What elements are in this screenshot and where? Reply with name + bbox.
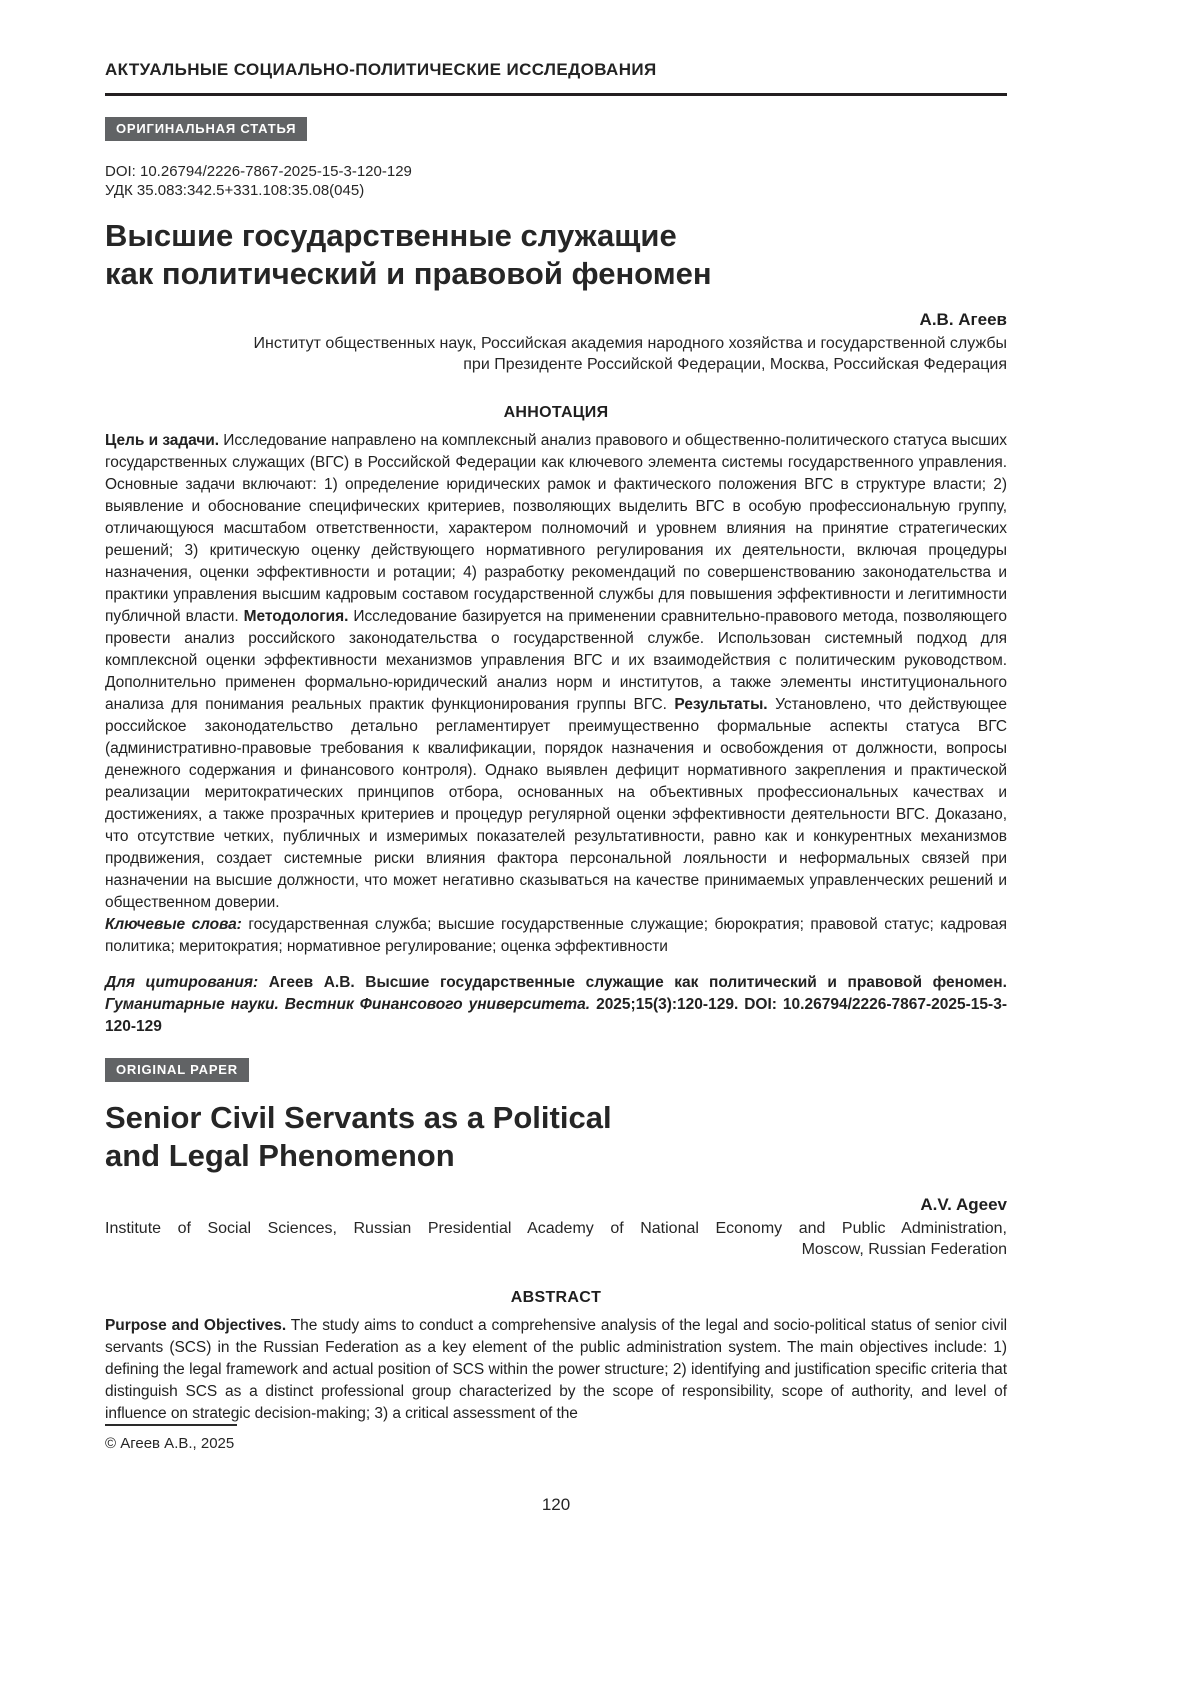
header-rule	[105, 93, 1007, 96]
ru-abstract-methodology-text: Исследование базируется на применении сравнительно-правового метода, позволяющего провести анализ российского законодательства о государственной службе. Использован системный подход для комплексной оценки эффективности механизмов управления ВГС и их взаимодействия с политическим руководством. Дополнительно применен формально-юридический анализ норм и институтов, а также элементы институционального анализа для понимания реальных практик функционирования группы ВГС.	[105, 608, 1007, 713]
en-affiliation-line-2: Moscow, Russian Federation	[801, 1241, 1007, 1258]
ru-keywords-text: государственная служба; высшие государственные служащие; бюрократия; правовой статус; кадровая политика; меритократия; нормативное регулирование; оценка эффективности	[105, 916, 1007, 955]
ru-title-line-2: как политический и правовой феномен	[105, 256, 712, 291]
ru-author: А.В. Агеев	[919, 310, 1007, 329]
ru-affiliation-line-1: Институт общественных наук, Российская академия народного хозяйства и государственной службы	[253, 335, 1007, 352]
en-affiliation-line-1: Institute of Social Sciences, Russian Presidential Academy of National Economy and Public Administration,	[105, 1220, 1007, 1237]
en-abstract-purpose-text: The study aims to conduct a comprehensive analysis of the legal and socio-political status of senior civil servants (SCS) in the Russian Federation as a key element of the public administration system. The main objectives include: 1) defining the legal framework and actual position of SCS within the power structure; 2) identifying and justification specific criteria that distinguish SCS as a distinct professional group characterized by the scope of responsibility, scope of authority, and level of influence on strategic decision-making; 3) a critical assessment of the	[105, 1317, 1007, 1422]
ru-abstract-text	[105, 430, 1007, 914]
ru-citation-label: Для цитирования:	[105, 974, 259, 991]
ru-title	[105, 217, 1007, 293]
ru-citation-journal: Гуманитарные науки. Вестник Финансового университета.	[105, 996, 591, 1013]
ru-abstract-results-text: Установлено, что действующее российское законодательство детально регламентирует преимущественно формальные аспекты статуса ВГС (административно-правовые требования к квалификации, порядок назначения и освобождения от должности, вопросы денежного содержания и финансового контроля). Однако выявлен дефицит нормативного закрепления и практической реализации меритократических принципов отбора, основанных на объективных профессиональных качествах и достижениях, а также прозрачных критериев и процедур регулярной оценки эффективности деятельности ВГС. Доказано, что отсутствие четких, публичных и измеримых показателей результативности, равно как и конкурентных механизмов продвижения, создает системные риски влияния фактора персональной лояльности и неформальных связей при назначении на высшие должности, что может негативно сказываться на качестве принимаемых управленческих решений и общественном доверии.	[105, 696, 1007, 911]
page-number: 120	[541, 1495, 571, 1514]
ru-citation	[105, 972, 1007, 1038]
ru-article-type-badge: ОРИГИНАЛЬНАЯ СТАТЬЯ	[105, 117, 307, 141]
en-abstract-heading: ABSTRACT	[510, 1289, 602, 1306]
udc-line: УДК 35.083:342.5+331.108:35.08(045)	[105, 182, 365, 199]
en-affiliation	[105, 1218, 1007, 1260]
en-author: A.V. Ageev	[920, 1195, 1007, 1214]
ru-abstract-heading: АННОТАЦИЯ	[503, 404, 609, 421]
en-article-type-badge: ORIGINAL PAPER	[105, 1058, 249, 1082]
ru-affiliation	[105, 333, 1007, 375]
en-title-line-2: and Legal Phenomenon	[105, 1138, 455, 1173]
ru-citation-issue-doi: 2025;15(3):120-129. DOI: 10.26794/2226-7867-2025-15-3-120-129	[105, 996, 1007, 1035]
en-abstract-text	[105, 1315, 1007, 1425]
footnote-block	[105, 1424, 1007, 1452]
footnote-rule	[105, 1424, 237, 1426]
en-title-line-1: Senior Civil Servants as a Political	[105, 1100, 612, 1135]
ru-abstract-label-goals: Цель и задачи.	[105, 432, 219, 449]
en-title	[105, 1099, 1007, 1175]
ru-keywords	[105, 914, 1007, 958]
ru-title-line-1: Высшие государственные служащие	[105, 218, 677, 253]
ru-keywords-label: Ключевые слова:	[105, 916, 242, 933]
ru-citation-authors-title: Агеев А.В. Высшие государственные служащие как политический и правовой феномен.	[258, 974, 1007, 991]
ru-abstract-goals-text: Исследование направлено на комплексный анализ правового и общественно-политического статуса высших государственных служащих (ВГС) в Российской Федерации как ключевого элемента системы государственного управления. Основные задачи включают: 1) определение юридических рамок и фактического положения ВГС в структуре власти; 2) выявление и обоснование специфических критериев, позволяющих выделить ВГС в особую профессиональную группу, отличающуюся масштабом ответственности, характером полномочий и уровнем влияния на принятие стратегических решений; 3) критическую оценку действующего нормативного регулирования их деятельности, включая процедуры назначения, оценки эффективности и ротации; 4) разработку рекомендаций по совершенствованию законодательства и практики управления высшим кадровым составом государственной службы для повышения эффективности и легитимности публичной власти.	[105, 432, 1007, 625]
ru-affiliation-line-2: при Президенте Российской Федерации, Москва, Российская Федерация	[463, 356, 1007, 373]
copyright-note: © Агеев А.В., 2025	[105, 1435, 235, 1452]
doi-line: DOI: 10.26794/2226-7867-2025-15-3-120-129	[105, 163, 412, 180]
ru-abstract-label-results: Результаты.	[674, 696, 768, 713]
running-head: АКТУАЛЬНЫЕ СОЦИАЛЬНО-ПОЛИТИЧЕСКИЕ ИССЛЕДОВАНИЯ	[105, 60, 657, 79]
article-identifiers	[105, 162, 1007, 200]
en-abstract-label-purpose: Purpose and Objectives.	[105, 1317, 287, 1334]
ru-abstract-label-methodology: Методология.	[243, 608, 349, 625]
